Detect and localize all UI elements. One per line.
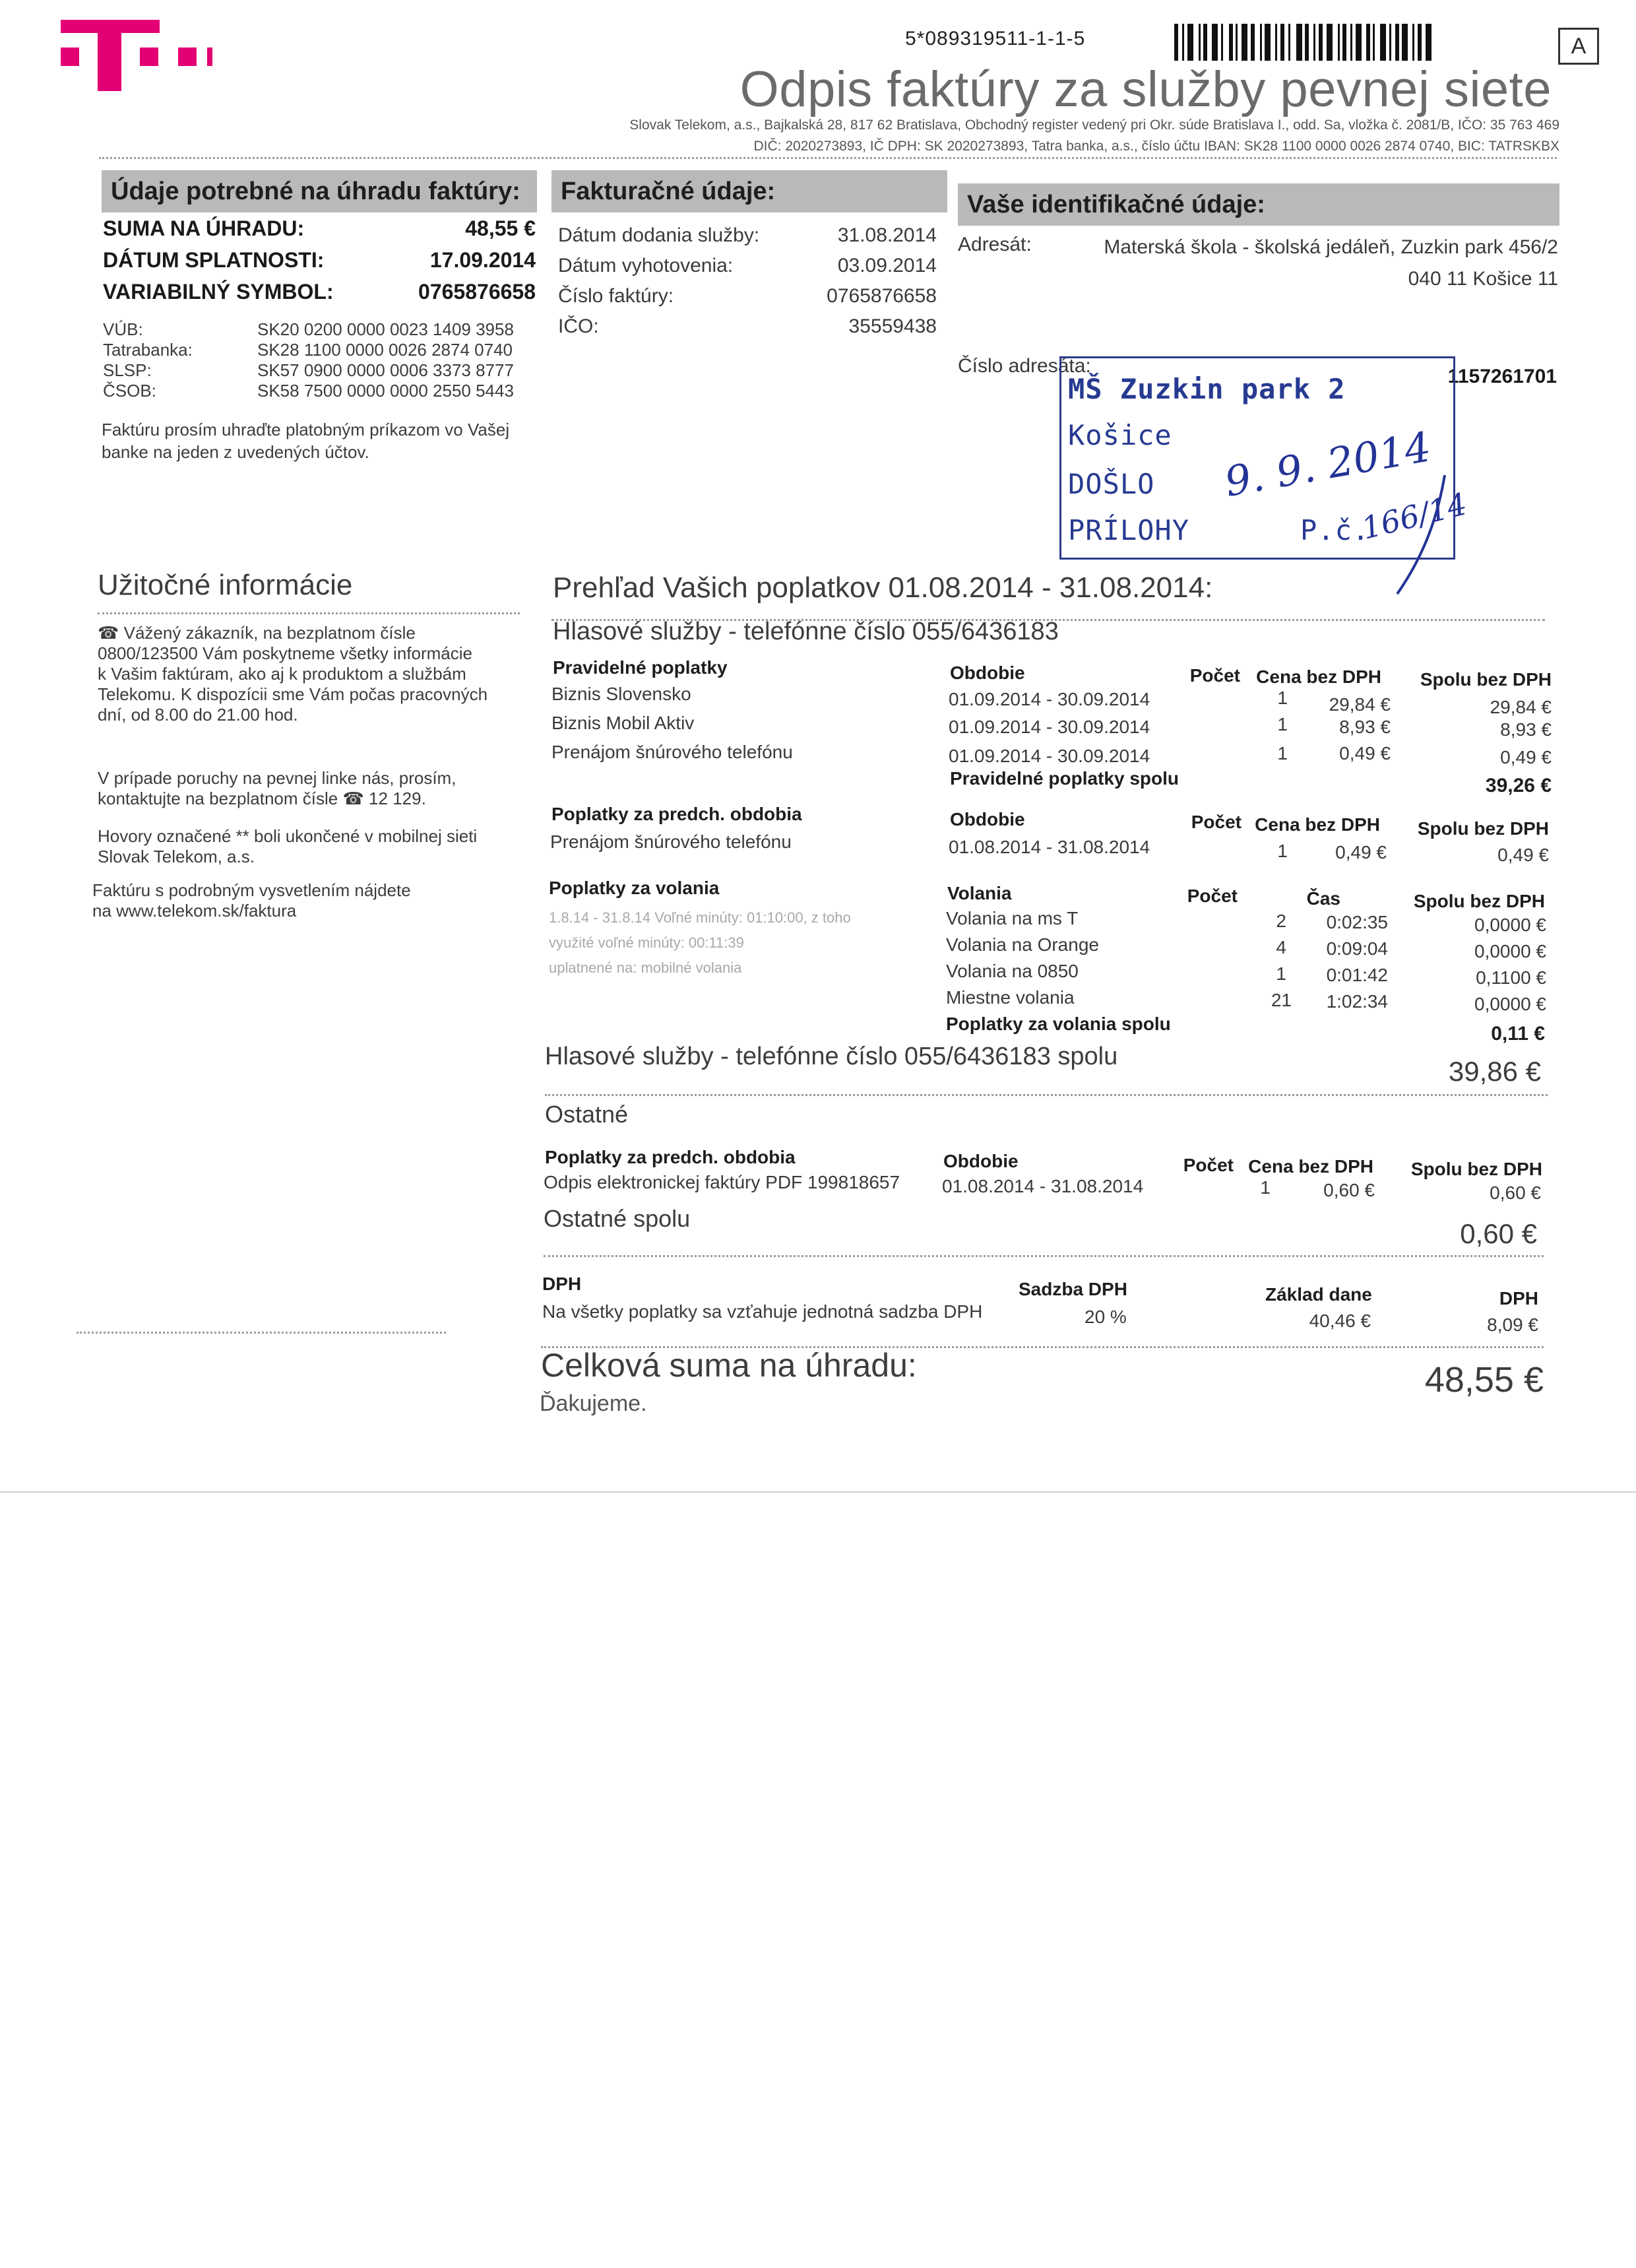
vat-rate-value: 20 %	[1085, 1307, 1127, 1327]
stamp-line-1: MŠ Zuzkin park 2	[1068, 373, 1346, 405]
col-total: Spolu bez DPH	[1413, 891, 1545, 911]
table-row: Volania na Orange 4 0:09:04 0,0000 €	[946, 934, 1546, 961]
voice-services-heading: Hlasové služby - telefónne číslo 055/6436183	[553, 618, 1059, 645]
col-period: Obdobie	[950, 663, 1025, 683]
invoice-rows	[558, 224, 937, 346]
vat-title: DPH	[542, 1274, 582, 1294]
stamp-pc-label: P.č.	[1300, 514, 1370, 546]
col-count: Počet	[1191, 812, 1242, 832]
col-time: Čas	[1306, 888, 1340, 909]
vat-base-value: 40,46 €	[1309, 1311, 1371, 1331]
calls-fees-title: Poplatky za volania	[549, 878, 720, 898]
table-row: Biznis Slovensko 01.09.2014 - 30.09.2014 1 29,84 € 29,84 €	[551, 684, 1552, 717]
table-row: Biznis Mobil Aktiv 01.09.2014 - 30.09.2014 1 8,93 € 8,93 €	[551, 713, 1552, 740]
useful-info-paragraph: ☎ Vážený zákazník, na bezplatnom čísle 0800/123500 Vám poskytneme všetky informácie k Vašim faktúram, ako aj k produktom a službám Telekomu. K dispozícii sme Vám počas pracovných dní, od 8.00 do 21.00 hod.	[98, 623, 488, 725]
col-count: Počet	[1187, 886, 1238, 906]
other-heading: Ostatné	[545, 1101, 629, 1128]
invoice-row: IČO: 35559438	[558, 315, 937, 337]
other-sum-label: Ostatné spolu	[544, 1205, 691, 1232]
invoice-heading: Fakturačné údaje:	[551, 170, 947, 212]
col-count: Počet	[1183, 1155, 1234, 1175]
vat-value: 8,09 €	[1487, 1314, 1538, 1335]
stamp-line-3: DOŠLO	[1068, 468, 1155, 500]
grand-total-value: 48,55 €	[1424, 1360, 1544, 1400]
payment-note-1: Faktúru prosím uhraďte platobným príkazom vo Vašej	[102, 420, 510, 439]
col-period: Obdobie	[950, 809, 1025, 829]
table-row: Volania na ms T 2 0:02:35 0,0000 €	[946, 908, 1546, 935]
col-calls: Volania	[947, 883, 1012, 903]
col-price: Cena bez DPH	[1255, 814, 1380, 835]
stamp-line-2: Košice	[1068, 419, 1172, 451]
invoice-row: Číslo faktúry: 0765876658	[558, 285, 937, 307]
identification-heading: Vaše identifikačné údaje:	[958, 183, 1559, 226]
grand-total-label: Celková suma na úhradu:	[541, 1347, 917, 1384]
previous-fees-title: Poplatky za predch. obdobia	[551, 804, 802, 824]
col-price: Cena bez DPH	[1248, 1156, 1373, 1177]
page-edge-line	[0, 1491, 1636, 1493]
legal-line-1: Slovak Telekom, a.s., Bajkalská 28, 817 62 Bratislava, Obchodný register vedený pri Okr. súde Bratislava I., odd. Sa, vložka č. 2081/B, IČO: 35 763 469	[629, 117, 1559, 133]
col-tax-base: Základ dane	[1265, 1284, 1372, 1305]
calls-sum-value: 0,11 €	[1491, 1023, 1545, 1045]
col-price: Cena bez DPH	[1256, 666, 1381, 687]
payment-row-due-date: DÁTUM SPLATNOSTI: 17.09.2014	[103, 248, 536, 272]
voice-total-value: 39,86 €	[1448, 1056, 1541, 1087]
col-vat-rate: Sadzba DPH	[1019, 1279, 1127, 1299]
payment-note-2: banke na jeden z uvedených účtov.	[102, 442, 369, 462]
overview-heading: Prehľad Vašich poplatkov 01.08.2014 - 31.08.2014:	[553, 571, 1213, 604]
stamp-handwritten-date: 9. 9. 2014	[1221, 422, 1435, 506]
address-number-value: 1157261701	[1447, 366, 1557, 387]
table-row: Miestne volania 21 1:02:34 0,0000 €	[946, 987, 1546, 1014]
other-sum-value: 0,60 €	[1460, 1218, 1537, 1249]
payment-rows	[103, 216, 536, 311]
invoice-row: Dátum dodania služby: 31.08.2014	[558, 224, 937, 246]
table-row: Odpis elektronickej faktúry PDF 199818657 01.08.2014 - 31.08.2014 1 0,60 € 0,60 €	[544, 1172, 1541, 1203]
payment-heading: Údaje potrebné na úhradu faktúry:	[102, 170, 537, 212]
legal-line-2: DIČ: 2020273893, IČ DPH: SK 2020273893, Tatra banka, a.s., číslo účtu IBAN: SK28 1100 0000 0026 2874 0740, BIC: TATRSKBX	[753, 139, 1559, 154]
bank-row: SLSP: SK57 0900 0000 0006 3373 8777	[103, 360, 514, 380]
calls-rows	[946, 908, 1553, 1014]
addressee-label: Adresát:	[958, 234, 1032, 255]
payment-row-variable-symbol: VARIABILNÝ SYMBOL: 0765876658	[103, 280, 536, 304]
vat-description: Na všetky poplatky sa vzťahuje jednotná sadzba DPH	[542, 1301, 983, 1322]
invoice-row: Dátum vyhotovenia: 03.09.2014	[558, 255, 937, 276]
document-title: Odpis faktúry za služby pevnej siete	[739, 61, 1552, 117]
regular-fees-title: Pravidelné poplatky	[553, 657, 728, 678]
col-total: Spolu bez DPH	[1417, 818, 1549, 839]
regular-fees-rows	[551, 684, 1552, 767]
bank-row: VÚB: SK20 0200 0000 0023 1409 3958	[103, 319, 514, 339]
useful-info-paragraph: Hovory označené ** boli ukončené v mobilnej sieti Slovak Telekom, a.s.	[98, 826, 478, 866]
useful-info-paragraph: V prípade poruchy na pevnej linke nás, prosím, kontaktujte na bezplatnom čísle ☎ 12 129.	[98, 768, 456, 808]
bank-row: Tatrabanka: SK28 1100 0000 0026 2874 0740	[103, 340, 513, 360]
telekom-logo	[61, 20, 212, 92]
useful-info-heading: Užitočné informácie	[98, 569, 353, 601]
handwritten-stroke	[1385, 462, 1464, 607]
useful-info-paragraph: Faktúru s podrobným vysvetlením nájdete na www.telekom.sk/faktura	[92, 880, 411, 921]
col-total: Spolu bez DPH	[1410, 1159, 1542, 1179]
other-fees-title: Poplatky za predch. obdobia	[545, 1147, 796, 1167]
col-total: Spolu bez DPH	[1420, 669, 1552, 690]
stamp-handwritten-number: 166/14	[1358, 486, 1470, 546]
addressee-line-1: Materská škola - školská jedáleň, Zuzkin park 456/2	[1104, 236, 1558, 258]
thanks-text: Ďakujeme.	[540, 1391, 647, 1416]
calls-sum-label: Poplatky za volania spolu	[946, 1014, 1171, 1034]
payment-row-amount: SUMA NA ÚHRADU: 48,55 €	[103, 216, 536, 240]
bank-row: ČSOB: SK58 7500 0000 0000 2550 5443	[103, 381, 514, 401]
address-number-label: Číslo adresáta:	[958, 355, 1091, 377]
copy-letter-box: A	[1558, 28, 1599, 65]
table-row: Volania na 0850 1 0:01:42 0,1100 €	[946, 961, 1546, 988]
table-row: Prenájom šnúrového telefónu 01.09.2014 - 30.09.2014 1 0,49 € 0,49 €	[551, 742, 1552, 767]
barcode	[1174, 24, 1524, 61]
addressee-line-2: 040 11 Košice 11	[1408, 268, 1558, 290]
voice-total-label: Hlasové služby - telefónne číslo 055/6436183 spolu	[545, 1043, 1118, 1070]
bank-accounts	[103, 319, 536, 401]
free-minutes-note: 1.8.14 - 31.8.14 Voľné minúty: 01:10:00, z toho využité voľné minúty: 00:11:39 uplatnené na: mobilné volania	[549, 909, 851, 976]
col-vat: DPH	[1499, 1288, 1538, 1309]
col-period: Obdobie	[943, 1151, 1019, 1171]
regular-fees-sum-label: Pravidelné poplatky spolu	[950, 768, 1179, 789]
col-count: Počet	[1189, 665, 1240, 686]
document-code: 5*089319511-1-1-5	[905, 28, 1086, 49]
table-row: Prenájom šnúrového telefónu 01.08.2014 - 31.08.2014 1 0,49 € 0,49 €	[550, 831, 1549, 865]
regular-fees-sum-value: 39,26 €	[1485, 775, 1552, 796]
stamp-line-4: PRÍLOHY	[1068, 514, 1190, 546]
